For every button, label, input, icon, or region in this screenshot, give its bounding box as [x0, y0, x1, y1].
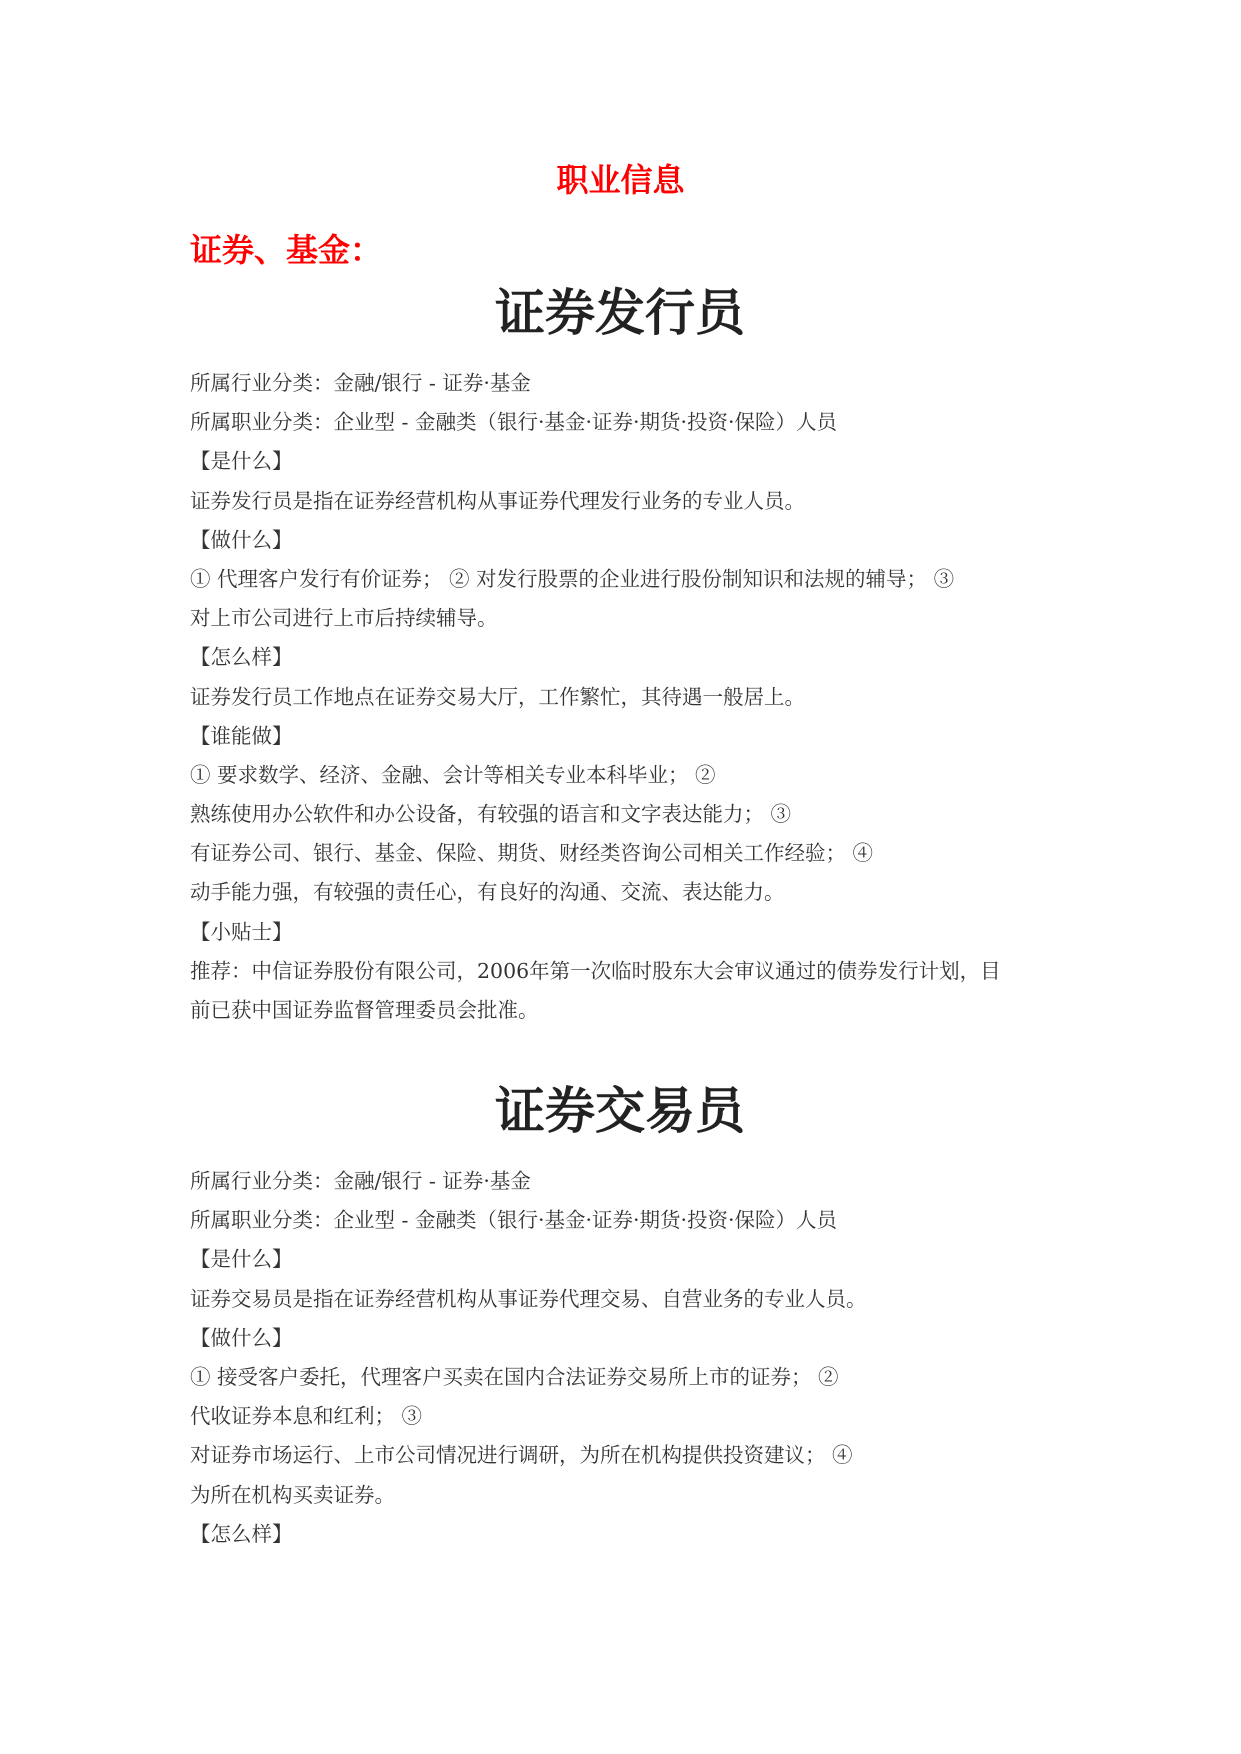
paragraph-line: 为所在机构买卖证券。 [190, 1482, 395, 1507]
paragraph-line: 证券交易员是指在证券经营机构从事证券代理交易、自营业务的专业人员。 [190, 1286, 867, 1311]
industry-category-line: 所属行业分类：金融/银行 - 证券·基金 [190, 1169, 531, 1193]
section-heading-conditions: 【怎么样】 [190, 1521, 293, 1546]
paragraph-line: 有证券公司、银行、基金、保险、期货、财经类咨询公司相关工作经验； ④ [190, 841, 874, 866]
job-section-securities-issuer [190, 278, 1050, 1030]
job-title: 证券发行员 [495, 284, 745, 342]
occupation-category-line: 所属职业分类：企业型 - 金融类（银行·基金·证券·期货·投资·保险）人员 [190, 1208, 838, 1233]
section-heading-tips: 【小贴士】 [190, 919, 293, 944]
page-title: 职业信息 [556, 161, 685, 199]
paragraph-line: 证券发行员工作地点在证券交易大厅，工作繁忙，其待遇一般居上。 [190, 684, 805, 709]
paragraph-line: 前已获中国证券监督管理委员会批准。 [190, 998, 539, 1022]
paragraph-line: 熟练使用办公软件和办公设备，有较强的语言和文字表达能力； ③ [190, 802, 792, 827]
section-heading-duties: 【做什么】 [190, 527, 293, 552]
paragraph-line: 对上市公司进行上市后持续辅导。 [190, 606, 498, 631]
paragraph-line: 动手能力强，有较强的责任心，有良好的沟通、交流、表达能力。 [190, 880, 785, 905]
paragraph-line: ① 代理客户发行有价证券； ② 对发行股票的企业进行股份制知识和法规的辅导； ③ [190, 566, 955, 591]
section-heading-what: 【是什么】 [190, 1247, 293, 1272]
paragraph-line: 对证券市场运行、上市公司情况进行调研，为所在机构提供投资建议； ④ [190, 1443, 853, 1468]
section-heading-requirements: 【谁能做】 [190, 723, 293, 748]
industry-category-line: 所属行业分类：金融/银行 - 证券·基金 [190, 371, 531, 395]
paragraph-line: 证券发行员是指在证券经营机构从事证券代理发行业务的专业人员。 [190, 488, 805, 513]
section-heading-conditions: 【怎么样】 [190, 645, 293, 670]
paragraph-line: 推荐：中信证券股份有限公司，2006年第一次临时股东大会审议通过的债券发行计划，目 [190, 958, 1001, 983]
occupation-category-line: 所属职业分类：企业型 - 金融类（银行·基金·证券·期货·投资·保险）人员 [190, 410, 838, 435]
paragraph-line: 代收证券本息和红利； ③ [190, 1404, 423, 1429]
job-title: 证券交易员 [495, 1082, 745, 1140]
section-heading-duties: 【做什么】 [190, 1325, 293, 1350]
paragraph-line: ① 要求数学、经济、金融、会计等相关专业本科毕业； ② [190, 762, 716, 787]
paragraph-line: ① 接受客户委托，代理客户买卖在国内合法证券交易所上市的证券； ② [190, 1364, 839, 1389]
category-heading: 证券、基金： [190, 231, 383, 269]
section-heading-what: 【是什么】 [190, 449, 293, 474]
job-section-securities-trader [190, 1076, 1050, 1554]
